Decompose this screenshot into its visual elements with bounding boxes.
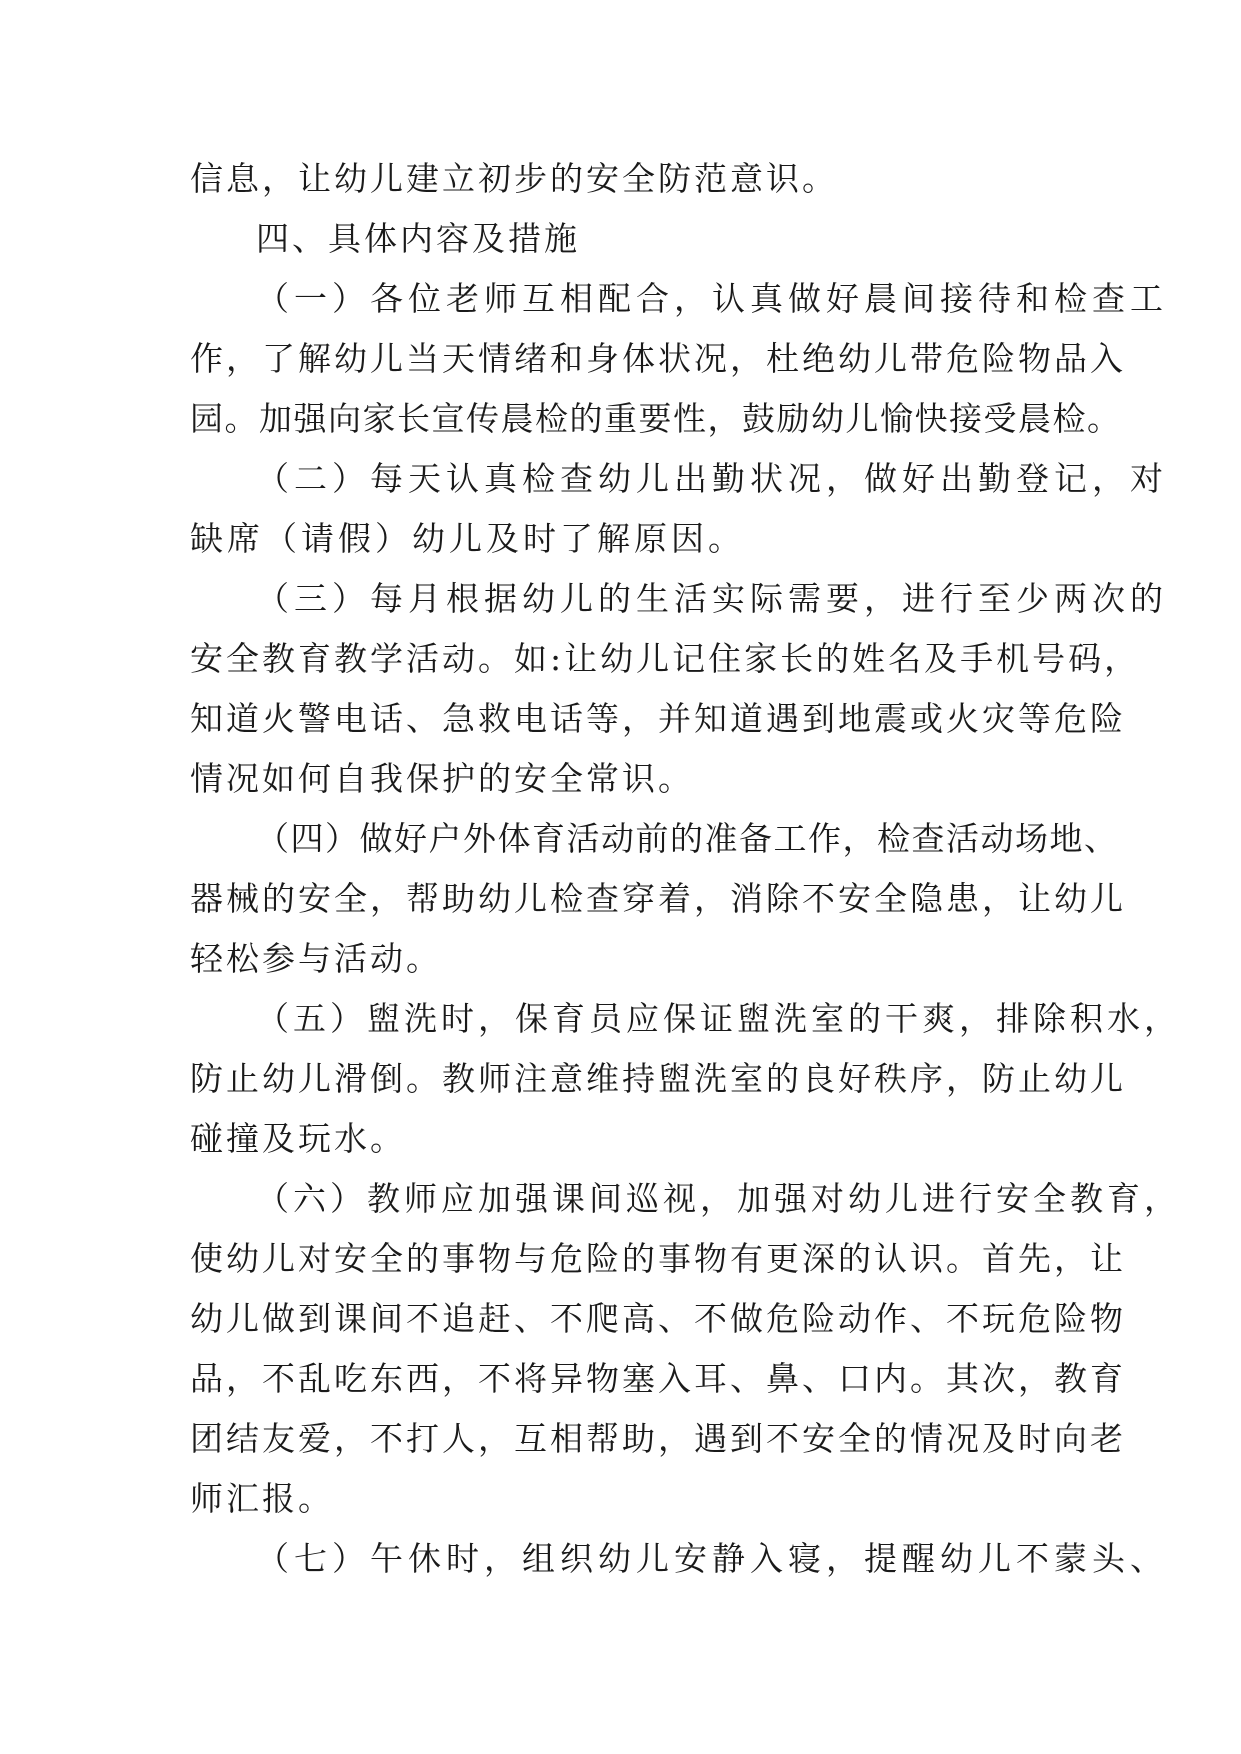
- text-line-16: 防止幼儿滑倒。教师注意维持盥洗室的良好秩序，防止幼儿: [190, 1059, 1126, 1098]
- text-line-3: （一）各位老师互相配合，认真做好晨间接待和检查工: [256, 279, 1168, 318]
- text-line-19: 使幼儿对安全的事物与危险的事物有更深的认识。首先，让: [190, 1239, 1126, 1278]
- text-line-7: 缺席（请假）幼儿及时了解原因。: [190, 519, 745, 558]
- text-line-10: 知道火警电话、急救电话等，并知道遇到地震或火灾等危险: [190, 699, 1126, 738]
- text-line-21: 品，不乱吃东西，不将异物塞入耳、鼻、口内。其次，教育: [190, 1359, 1126, 1398]
- text-line-20: 幼儿做到课间不追赶、不爬高、不做危险动作、不玩危险物: [190, 1299, 1126, 1338]
- text-line-13: 器械的安全，帮助幼儿检查穿着，消除不安全隐患，让幼儿: [190, 879, 1126, 918]
- section-heading: 四、具体内容及措施: [256, 219, 580, 258]
- text-line-4: 作，了解幼儿当天情绪和身体状况，杜绝幼儿带危险物品入: [190, 339, 1126, 378]
- text-line-12: （四）做好户外体育活动前的准备工作，检查活动场地、: [256, 819, 1119, 858]
- text-line-24: （七）午休时，组织幼儿安静入寝，提醒幼儿不蒙头、: [256, 1539, 1168, 1578]
- text-line-11: 情况如何自我保护的安全常识。: [190, 759, 694, 798]
- text-line-18: （六）教师应加强课间巡视，加强对幼儿进行安全教育，: [256, 1179, 1181, 1218]
- text-line-14: 轻松参与活动。: [190, 939, 442, 978]
- text-line-5: 园。加强向家长宣传晨检的重要性，鼓励幼儿愉快接受晨检。: [190, 399, 1122, 438]
- text-line-9: 安全教育教学活动。如:让幼儿记住家长的姓名及手机号码，: [190, 639, 1141, 678]
- text-line-8: （三）每月根据幼儿的生活实际需要，进行至少两次的: [256, 579, 1168, 618]
- text-line-1: 信息，让幼儿建立初步的安全防范意识。: [190, 159, 838, 198]
- text-line-22: 团结友爱，不打人，互相帮助，遇到不安全的情况及时向老: [190, 1419, 1126, 1458]
- text-line-15: （五）盥洗时，保育员应保证盥洗室的干爽，排除积水，: [256, 999, 1181, 1038]
- text-line-6: （二）每天认真检查幼儿出勤状况，做好出勤登记，对: [256, 459, 1168, 498]
- text-line-23: 师汇报。: [190, 1479, 334, 1518]
- text-line-17: 碰撞及玩水。: [190, 1119, 406, 1158]
